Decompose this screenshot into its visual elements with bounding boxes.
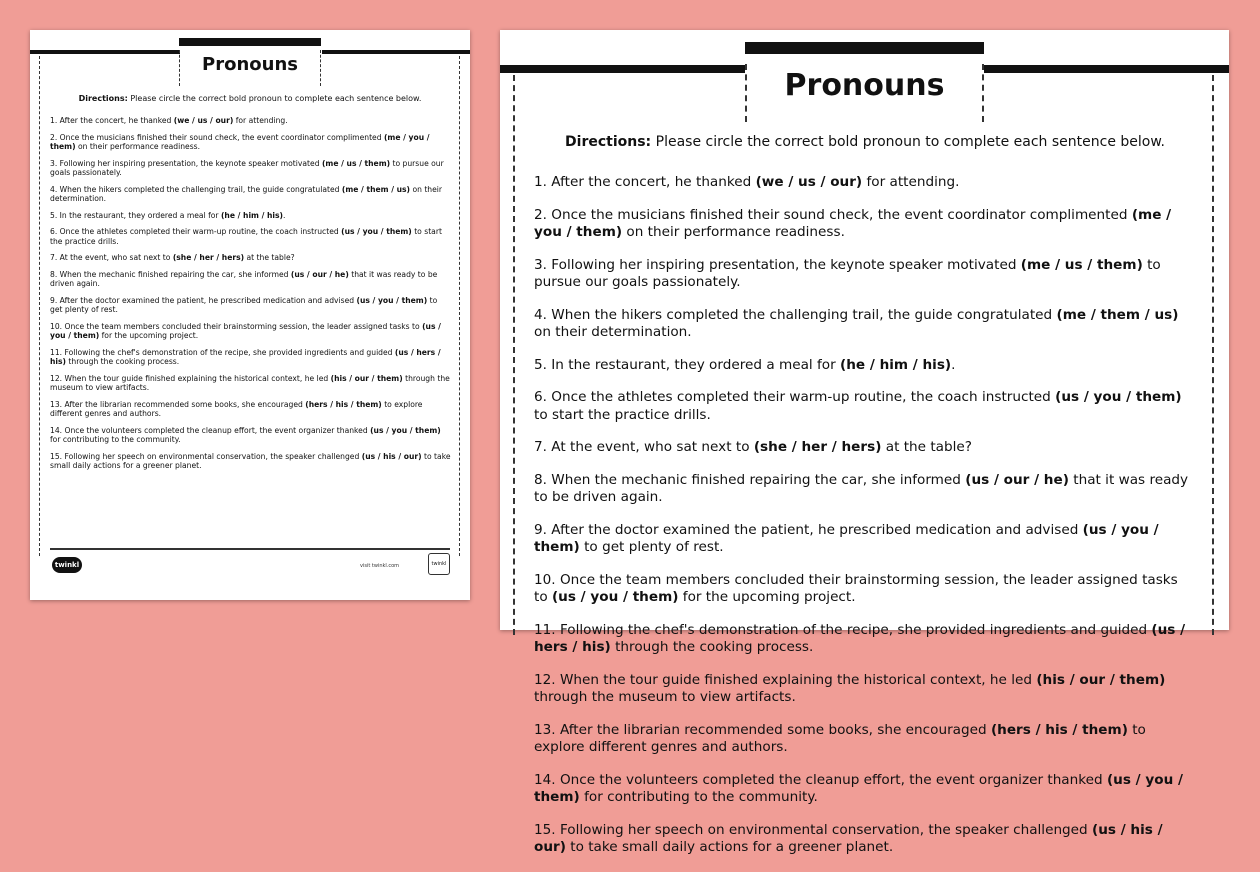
question-item (534, 822, 1194, 857)
question-item (534, 572, 1194, 607)
question-item (50, 400, 452, 419)
question-text-end: to start the practice drills. (50, 227, 442, 246)
footer-rule (50, 548, 450, 550)
question-text-end: to pursue our goals passionately. (534, 256, 1161, 290)
twinkl-logo: twinkl (52, 557, 82, 573)
question-text-end: to take small daily actions for a greener planet. (50, 451, 451, 470)
directions-label: Directions: (78, 94, 128, 103)
question-text-end: for the upcoming project. (678, 589, 856, 605)
question-item (534, 672, 1194, 707)
question-text-end: on their performance readiness. (75, 142, 201, 151)
pronoun-choices[interactable]: (us / his / our) (534, 821, 1163, 855)
question-item (534, 307, 1194, 342)
header-rule-left (500, 65, 745, 73)
question-text-end: on their determination. (534, 324, 692, 340)
dashed-border-left (513, 75, 515, 635)
pronoun-choices[interactable]: (us / you / them) (341, 227, 412, 236)
title-box (745, 42, 984, 122)
pronoun-choices[interactable]: (me / them / us) (1056, 306, 1179, 323)
question-text: 4. When the hikers completed the challenging trail, the guide congratulated (50, 184, 342, 194)
pronoun-choices[interactable]: (us / his / our) (361, 451, 422, 461)
question-text: 13. After the librarian recommended some books, she encouraged (50, 399, 306, 409)
question-text: 12. When the tour guide finished explaining the historical context, he led (534, 671, 1037, 688)
pronoun-choices[interactable]: (she / her / hers) (753, 439, 882, 455)
question-text-end: for contributing to the community. (579, 789, 818, 805)
question-text-end: on their performance readiness. (622, 224, 845, 240)
directions-text: Please circle the correct bold pronoun to complete each sentence below. (127, 94, 422, 103)
pronoun-choices[interactable]: (hers / his / them) (990, 721, 1128, 738)
pronoun-choices[interactable]: (us / you / them) (551, 589, 679, 605)
question-text-end: for the upcoming project. (99, 331, 199, 340)
question-text-end: on their determination. (50, 184, 443, 203)
pronoun-choices[interactable]: (me / you / them) (50, 132, 430, 151)
question-text: 9. After the doctor examined the patient, he prescribed medication and advised (50, 295, 357, 305)
question-item (50, 426, 452, 445)
directions (50, 94, 450, 104)
question-text: 14. Once the volunteers completed the cleanup effort, the event organizer thanked (50, 425, 371, 435)
question-item (534, 522, 1194, 557)
question-text: 13. After the librarian recommended some books, she encouraged (534, 721, 991, 738)
question-text: 3. Following her inspiring presentation, the keynote speaker motivated (534, 256, 1021, 273)
question-item (534, 772, 1194, 807)
question-text: 11. Following the chef's demonstration of the recipe, she provided ingredients and guided (50, 347, 395, 357)
question-text: 3. Following her inspiring presentation, the keynote speaker motivated (50, 158, 322, 168)
question-item (534, 389, 1194, 424)
question-item (534, 207, 1194, 242)
question-text-end: to take small daily actions for a greener planet. (565, 839, 894, 855)
question-list (50, 116, 452, 478)
pronoun-choices[interactable]: (he / him / his) (220, 210, 284, 220)
publisher-badge-icon: twinkl (428, 553, 450, 575)
question-item (50, 116, 452, 126)
question-item (50, 253, 452, 263)
pronoun-choices[interactable]: (me / us / them) (321, 158, 391, 168)
question-text-end: through the museum to view artifacts. (50, 373, 450, 392)
pronoun-choices[interactable]: (us / you / them) (534, 521, 1159, 555)
pronoun-choices[interactable]: (us / you / them) (50, 321, 441, 340)
question-text-end: that it was ready to be driven again. (534, 471, 1189, 505)
pronoun-choices[interactable]: (me / us / them) (1020, 256, 1143, 273)
question-item (50, 133, 452, 152)
pronoun-choices[interactable]: (us / our / he) (965, 471, 1069, 488)
question-text: 4. When the hikers completed the challenging trail, the guide congratulated (534, 306, 1057, 323)
question-text: 15. Following her speech on environmental conservation, the speaker challenged (534, 821, 1093, 838)
page-title: Pronouns (784, 68, 945, 103)
question-text: 10. Once the team members concluded their brainstorming session, the leader assigned tasks to (534, 571, 1178, 605)
question-text: 7. At the event, who sat next to (50, 253, 173, 262)
question-item (50, 452, 452, 471)
question-text: 2. Once the musicians finished their sound check, the event coordinator complimented (534, 206, 1132, 223)
page-title: Pronouns (202, 54, 298, 75)
question-item (50, 227, 452, 246)
question-text-end: to pursue our goals passionately. (50, 158, 444, 177)
pronoun-choices[interactable]: (we / us / our) (755, 174, 863, 190)
pronoun-choices[interactable]: (his / our / them) (330, 373, 403, 383)
pronoun-choices[interactable]: (us / hers / his) (50, 347, 441, 366)
question-text: 11. Following the chef's demonstration of the recipe, she provided ingredients and guided (534, 621, 1152, 638)
worksheet-page-zoomed (500, 30, 1229, 855)
question-text: 12. When the tour guide finished explaining the historical context, he led (50, 373, 331, 383)
pronoun-choices[interactable]: (me / you / them) (534, 206, 1172, 240)
pronoun-choices[interactable]: (us / you / them) (356, 295, 428, 305)
question-text-end: at the table? (244, 253, 295, 262)
header-rule-right (322, 50, 470, 54)
pronoun-choices[interactable]: (me / them / us) (341, 184, 411, 194)
question-text: 1. After the concert, he thanked (534, 174, 756, 190)
pronoun-choices[interactable]: (his / our / them) (1036, 671, 1166, 688)
dashed-border-right (1212, 75, 1214, 635)
pronoun-choices[interactable]: (us / you / them) (534, 771, 1183, 805)
question-list (534, 174, 1194, 872)
question-text: 6. Once the athletes completed their warm-up routine, the coach instructed (50, 227, 342, 236)
question-text: 10. Once the team members concluded their brainstorming session, the leader assigned tasks to (50, 321, 423, 331)
question-item (50, 374, 452, 393)
header-rule-left (30, 50, 180, 54)
question-text: 7. At the event, who sat next to (534, 439, 754, 455)
question-text-end: . (951, 356, 956, 373)
question-text: 15. Following her speech on environmental conservation, the speaker challenged (50, 451, 362, 461)
question-item (534, 357, 1194, 375)
question-item (534, 622, 1194, 657)
dashed-border-left (39, 56, 40, 556)
question-item (50, 270, 452, 289)
pronoun-choices[interactable]: (she / her / hers) (172, 253, 245, 262)
question-text-end: that it was ready to be driven again. (50, 269, 438, 288)
question-text-end: for contributing to the community. (50, 435, 181, 444)
question-item (50, 322, 452, 341)
question-text: 1. After the concert, he thanked (50, 116, 174, 125)
dashed-border-right (459, 56, 460, 556)
question-item (50, 296, 452, 315)
question-text-end: through the museum to view artifacts. (534, 689, 796, 705)
question-item (50, 185, 452, 204)
question-text-end: through the cooking process. (66, 357, 180, 366)
question-item (534, 472, 1194, 507)
pronoun-choices[interactable]: (hers / his / them) (305, 399, 382, 409)
question-item (50, 348, 452, 367)
question-item (50, 159, 452, 178)
directions-text: Please circle the correct bold pronoun to complete each sentence below. (651, 134, 1165, 150)
question-text-end: to explore different genres and authors. (534, 721, 1146, 755)
pronoun-choices[interactable]: (he / him / his) (840, 356, 952, 373)
question-text: 2. Once the musicians finished their sound check, the event coordinator complimented (50, 132, 384, 142)
question-text-end: to get plenty of rest. (50, 295, 438, 314)
question-text-end: at the table? (881, 439, 972, 455)
question-text-end: for attending. (862, 174, 960, 190)
footer-site-text: visit twinkl.com (360, 563, 400, 569)
question-text: 5. In the restaurant, they ordered a meal for (50, 210, 221, 220)
question-text: 8. When the mechanic finished repairing the car, she informed (50, 269, 291, 279)
question-text: 9. After the doctor examined the patient, he prescribed medication and advised (534, 521, 1083, 538)
title-box (179, 38, 321, 86)
pronoun-choices[interactable]: (us / hers / his) (534, 621, 1186, 655)
pronoun-choices[interactable]: (us / you / them) (370, 425, 441, 435)
question-item (534, 174, 1194, 192)
header-rule-right (984, 65, 1229, 73)
question-item (534, 257, 1194, 292)
pronoun-choices[interactable]: (us / you / them) (1055, 389, 1182, 405)
question-text-end: for attending. (233, 116, 288, 125)
question-text-end: to get plenty of rest. (579, 539, 724, 555)
pronoun-choices[interactable]: (us / our / he) (290, 269, 349, 279)
question-text: 8. When the mechanic finished repairing the car, she informed (534, 471, 966, 488)
question-text: 6. Once the athletes completed their warm-up routine, the coach instructed (534, 389, 1056, 405)
question-item (534, 439, 1194, 457)
question-text-end: through the cooking process. (610, 639, 814, 655)
question-text-end: to explore different genres and authors. (50, 399, 423, 418)
directions (530, 133, 1200, 151)
question-text-end: . (283, 210, 286, 220)
question-item (534, 722, 1194, 757)
worksheet-page-preview (30, 30, 470, 600)
directions-label: Directions: (565, 134, 652, 150)
pronoun-choices[interactable]: (we / us / our) (173, 116, 234, 125)
question-text: 5. In the restaurant, they ordered a meal for (534, 356, 841, 373)
question-item (50, 211, 452, 221)
question-text-end: to start the practice drills. (534, 406, 711, 423)
question-text: 14. Once the volunteers completed the cleanup effort, the event organizer thanked (534, 771, 1107, 788)
